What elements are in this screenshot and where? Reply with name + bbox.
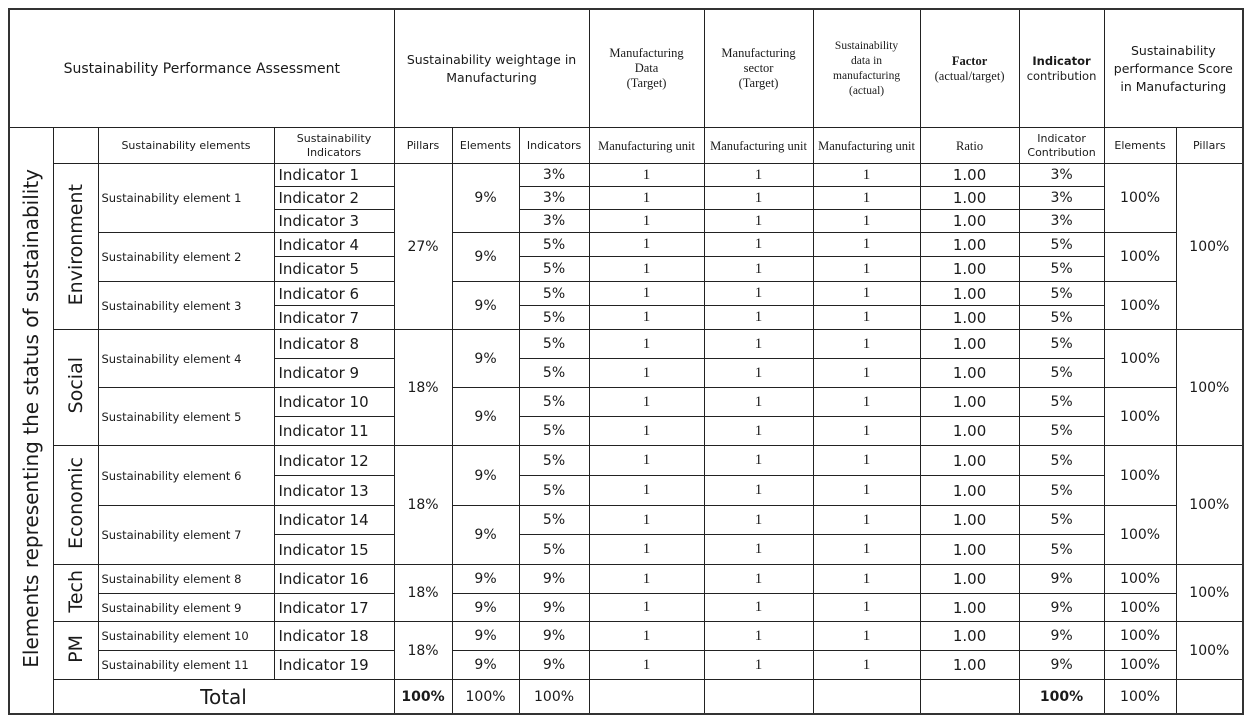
total-label: Total — [53, 680, 394, 715]
contribution-value: 5% — [1019, 282, 1104, 306]
indicator-weight: 5% — [519, 506, 589, 535]
col-ind-contribution: Indicator Contribution — [1019, 128, 1104, 164]
actual-value: 1 — [813, 187, 920, 210]
element-weight: 9% — [452, 446, 519, 506]
col-pillars: Pillars — [394, 128, 452, 164]
actual-value: 1 — [813, 164, 920, 187]
blank-cell — [53, 128, 98, 164]
element-score: 100% — [1104, 622, 1176, 651]
actual-value: 1 — [813, 446, 920, 476]
pillar-cell: Social — [53, 330, 98, 446]
indicator-weight: 5% — [519, 282, 589, 306]
indicator-cell: Indicator 1 — [274, 164, 394, 187]
total-pillars: 100% — [394, 680, 452, 715]
table-row — [9, 233, 1243, 257]
target-value: 1 — [589, 164, 704, 187]
mfg-data-target-header: Manufacturing Data (Target) — [589, 9, 704, 128]
mfg-sector-target-header: Manufacturing sector (Target) — [704, 9, 813, 128]
indicator-contribution-header: Indicator contribution — [1019, 9, 1104, 128]
ratio-value: 1.00 — [920, 446, 1019, 476]
ratio-value: 1.00 — [920, 306, 1019, 330]
actual-value: 1 — [813, 506, 920, 535]
pillar-score: 100% — [1176, 330, 1243, 446]
indicator-weight: 9% — [519, 651, 589, 680]
actual-value: 1 — [813, 233, 920, 257]
indicator-cell: Indicator 3 — [274, 210, 394, 233]
indicator-weight: 5% — [519, 330, 589, 359]
indicator-cell: Indicator 9 — [274, 359, 394, 388]
score-header: Sustainability performance Score in Manufacturing — [1104, 9, 1243, 128]
pillar-score: 100% — [1176, 565, 1243, 622]
target-value: 1 — [589, 651, 704, 680]
target-value: 1 — [589, 535, 704, 565]
indicator-cell: Indicator 7 — [274, 306, 394, 330]
element-cell: Sustainability element 5 — [98, 388, 274, 446]
indicator-cell: Indicator 10 — [274, 388, 394, 417]
contribution-value: 5% — [1019, 306, 1104, 330]
indicator-cell: Indicator 16 — [274, 565, 394, 594]
ratio-value: 1.00 — [920, 388, 1019, 417]
sector-value: 1 — [704, 446, 813, 476]
total-elements: 100% — [452, 680, 519, 715]
element-cell: Sustainability element 2 — [98, 233, 274, 282]
indicator-weight: 3% — [519, 164, 589, 187]
element-cell: Sustainability element 6 — [98, 446, 274, 506]
factor-header: Factor (actual/target) — [920, 9, 1019, 128]
col-ratio: Ratio — [920, 128, 1019, 164]
pillar-cell: Economic — [53, 446, 98, 565]
target-value: 1 — [589, 446, 704, 476]
ratio-value: 1.00 — [920, 417, 1019, 446]
target-value: 1 — [589, 622, 704, 651]
table-row — [9, 565, 1243, 594]
element-score: 100% — [1104, 330, 1176, 388]
element-score: 100% — [1104, 506, 1176, 565]
indicator-cell: Indicator 19 — [274, 651, 394, 680]
element-cell: Sustainability element 3 — [98, 282, 274, 330]
sector-value: 1 — [704, 330, 813, 359]
ratio-value: 1.00 — [920, 233, 1019, 257]
sector-value: 1 — [704, 388, 813, 417]
actual-value: 1 — [813, 651, 920, 680]
target-value: 1 — [589, 359, 704, 388]
ratio-value: 1.00 — [920, 506, 1019, 535]
indicator-cell: Indicator 2 — [274, 187, 394, 210]
sector-value: 1 — [704, 476, 813, 506]
indicator-weight: 5% — [519, 535, 589, 565]
total-row — [9, 680, 1243, 715]
contribution-value: 5% — [1019, 506, 1104, 535]
target-value: 1 — [589, 565, 704, 594]
ratio-value: 1.00 — [920, 330, 1019, 359]
element-score: 100% — [1104, 651, 1176, 680]
col-score-pillars: Pillars — [1176, 128, 1243, 164]
actual-value: 1 — [813, 565, 920, 594]
indicator-cell: Indicator 4 — [274, 233, 394, 257]
target-value: 1 — [589, 476, 704, 506]
actual-value: 1 — [813, 210, 920, 233]
blank-cell — [920, 680, 1019, 715]
element-weight: 9% — [452, 233, 519, 282]
sector-value: 1 — [704, 257, 813, 282]
element-cell: Sustainability element 7 — [98, 506, 274, 565]
contribution-value: 9% — [1019, 622, 1104, 651]
contribution-value: 5% — [1019, 359, 1104, 388]
sector-value: 1 — [704, 187, 813, 210]
indicator-weight: 5% — [519, 306, 589, 330]
actual-value: 1 — [813, 306, 920, 330]
indicator-cell: Indicator 6 — [274, 282, 394, 306]
element-weight: 9% — [452, 565, 519, 594]
indicator-cell: Indicator 8 — [274, 330, 394, 359]
indicator-weight: 5% — [519, 257, 589, 282]
sector-value: 1 — [704, 622, 813, 651]
table-row — [9, 651, 1243, 680]
actual-value: 1 — [813, 476, 920, 506]
target-value: 1 — [589, 210, 704, 233]
pillar-cell: Tech — [53, 565, 98, 622]
table-row — [9, 506, 1243, 535]
blank-cell — [589, 680, 704, 715]
element-cell: Sustainability element 9 — [98, 594, 274, 622]
pillar-weight: 27% — [394, 164, 452, 330]
sector-value: 1 — [704, 210, 813, 233]
col-indicators: Sustainability Indicators — [274, 128, 394, 164]
pillar-score: 100% — [1176, 164, 1243, 330]
sector-value: 1 — [704, 565, 813, 594]
contribution-value: 5% — [1019, 476, 1104, 506]
actual-value: 1 — [813, 282, 920, 306]
sector-value: 1 — [704, 359, 813, 388]
indicator-weight: 9% — [519, 594, 589, 622]
indicator-cell: Indicator 11 — [274, 417, 394, 446]
side-label-cell — [9, 128, 53, 715]
actual-value: 1 — [813, 535, 920, 565]
ratio-value: 1.00 — [920, 565, 1019, 594]
actual-value: 1 — [813, 257, 920, 282]
ratio-value: 1.00 — [920, 476, 1019, 506]
element-weight: 9% — [452, 594, 519, 622]
pillar-cell: PM — [53, 622, 98, 680]
element-weight: 9% — [452, 282, 519, 330]
table-row — [9, 282, 1243, 306]
sector-value: 1 — [704, 282, 813, 306]
ratio-value: 1.00 — [920, 535, 1019, 565]
element-score: 100% — [1104, 388, 1176, 446]
total-contribution: 100% — [1019, 680, 1104, 715]
indicator-cell: Indicator 5 — [274, 257, 394, 282]
table-title: Sustainability Performance Assessment — [9, 9, 394, 128]
element-cell: Sustainability element 10 — [98, 622, 274, 651]
indicator-cell: Indicator 13 — [274, 476, 394, 506]
sust-data-actual-header: Sustainability data in manufacturing (actual) — [813, 9, 920, 128]
indicator-cell: Indicator 17 — [274, 594, 394, 622]
indicator-cell: Indicator 14 — [274, 506, 394, 535]
contribution-value: 3% — [1019, 187, 1104, 210]
blank-cell — [813, 680, 920, 715]
table-row — [9, 594, 1243, 622]
col-score-elements: Elements — [1104, 128, 1176, 164]
indicator-cell: Indicator 15 — [274, 535, 394, 565]
ratio-value: 1.00 — [920, 622, 1019, 651]
element-score: 100% — [1104, 594, 1176, 622]
target-value: 1 — [589, 330, 704, 359]
contribution-value: 5% — [1019, 330, 1104, 359]
contribution-value: 3% — [1019, 164, 1104, 187]
actual-value: 1 — [813, 622, 920, 651]
contribution-value: 5% — [1019, 388, 1104, 417]
weightage-header: Sustainability weightage in Manufacturing — [394, 9, 589, 128]
element-weight: 9% — [452, 164, 519, 233]
actual-value: 1 — [813, 594, 920, 622]
indicator-weight: 3% — [519, 210, 589, 233]
total-indicators: 100% — [519, 680, 589, 715]
indicator-weight: 5% — [519, 417, 589, 446]
sector-value: 1 — [704, 535, 813, 565]
pillar-cell: Environment — [53, 164, 98, 330]
indicator-weight: 3% — [519, 187, 589, 210]
sector-value: 1 — [704, 651, 813, 680]
ratio-value: 1.00 — [920, 594, 1019, 622]
element-weight: 9% — [452, 622, 519, 651]
pillar-weight: 18% — [394, 330, 452, 446]
ratio-value: 1.00 — [920, 257, 1019, 282]
header-row — [9, 9, 1243, 128]
element-score: 100% — [1104, 446, 1176, 506]
col-mfg-unit-2: Manufacturing unit — [704, 128, 813, 164]
indicator-cell: Indicator 12 — [274, 446, 394, 476]
target-value: 1 — [589, 417, 704, 446]
contribution-value: 9% — [1019, 594, 1104, 622]
actual-value: 1 — [813, 330, 920, 359]
col-mfg-unit-1: Manufacturing unit — [589, 128, 704, 164]
pillar-score: 100% — [1176, 622, 1243, 680]
blank-cell — [1176, 680, 1243, 715]
ratio-value: 1.00 — [920, 651, 1019, 680]
element-cell: Sustainability element 11 — [98, 651, 274, 680]
element-weight: 9% — [452, 388, 519, 446]
indicator-weight: 5% — [519, 446, 589, 476]
ratio-value: 1.00 — [920, 210, 1019, 233]
target-value: 1 — [589, 257, 704, 282]
col-elements: Sustainability elements — [98, 128, 274, 164]
target-value: 1 — [589, 388, 704, 417]
sector-value: 1 — [704, 164, 813, 187]
target-value: 1 — [589, 506, 704, 535]
contribution-value: 3% — [1019, 210, 1104, 233]
subheader-row — [9, 128, 1243, 164]
side-label: Elements representing the status of sustainability — [19, 169, 44, 668]
table-row — [9, 446, 1243, 476]
indicator-weight: 5% — [519, 359, 589, 388]
table-row — [9, 388, 1243, 417]
contribution-value: 5% — [1019, 417, 1104, 446]
element-score: 100% — [1104, 282, 1176, 330]
pillar-weight: 18% — [394, 622, 452, 680]
element-cell: Sustainability element 4 — [98, 330, 274, 388]
sector-value: 1 — [704, 506, 813, 535]
pillar-weight: 18% — [394, 565, 452, 622]
sector-value: 1 — [704, 233, 813, 257]
table-row — [9, 164, 1243, 187]
table-row — [9, 622, 1243, 651]
element-score: 100% — [1104, 565, 1176, 594]
contribution-value: 9% — [1019, 565, 1104, 594]
col-w-elements: Elements — [452, 128, 519, 164]
element-score: 100% — [1104, 164, 1176, 233]
ratio-value: 1.00 — [920, 164, 1019, 187]
indicator-weight: 9% — [519, 565, 589, 594]
pillar-weight: 18% — [394, 446, 452, 565]
indicator-weight: 5% — [519, 476, 589, 506]
indicator-weight: 9% — [519, 622, 589, 651]
sector-value: 1 — [704, 417, 813, 446]
table-row — [9, 330, 1243, 359]
contribution-value: 5% — [1019, 257, 1104, 282]
contribution-value: 9% — [1019, 651, 1104, 680]
actual-value: 1 — [813, 417, 920, 446]
indicator-weight: 5% — [519, 233, 589, 257]
ratio-value: 1.00 — [920, 187, 1019, 210]
contribution-value: 5% — [1019, 535, 1104, 565]
indicator-weight: 5% — [519, 388, 589, 417]
indicator-cell: Indicator 18 — [274, 622, 394, 651]
ratio-value: 1.00 — [920, 282, 1019, 306]
element-score: 100% — [1104, 233, 1176, 282]
contribution-value: 5% — [1019, 233, 1104, 257]
sector-value: 1 — [704, 306, 813, 330]
element-cell: Sustainability element 8 — [98, 565, 274, 594]
col-mfg-unit-3: Manufacturing unit — [813, 128, 920, 164]
element-weight: 9% — [452, 651, 519, 680]
target-value: 1 — [589, 233, 704, 257]
sustainability-assessment-table — [8, 8, 1244, 715]
target-value: 1 — [589, 306, 704, 330]
element-weight: 9% — [452, 330, 519, 388]
element-weight: 9% — [452, 506, 519, 565]
ratio-value: 1.00 — [920, 359, 1019, 388]
actual-value: 1 — [813, 388, 920, 417]
pillar-score: 100% — [1176, 446, 1243, 565]
target-value: 1 — [589, 187, 704, 210]
target-value: 1 — [589, 282, 704, 306]
blank-cell — [704, 680, 813, 715]
sector-value: 1 — [704, 594, 813, 622]
total-score-elements: 100% — [1104, 680, 1176, 715]
target-value: 1 — [589, 594, 704, 622]
col-w-indicators: Indicators — [519, 128, 589, 164]
element-cell: Sustainability element 1 — [98, 164, 274, 233]
actual-value: 1 — [813, 359, 920, 388]
contribution-value: 5% — [1019, 446, 1104, 476]
